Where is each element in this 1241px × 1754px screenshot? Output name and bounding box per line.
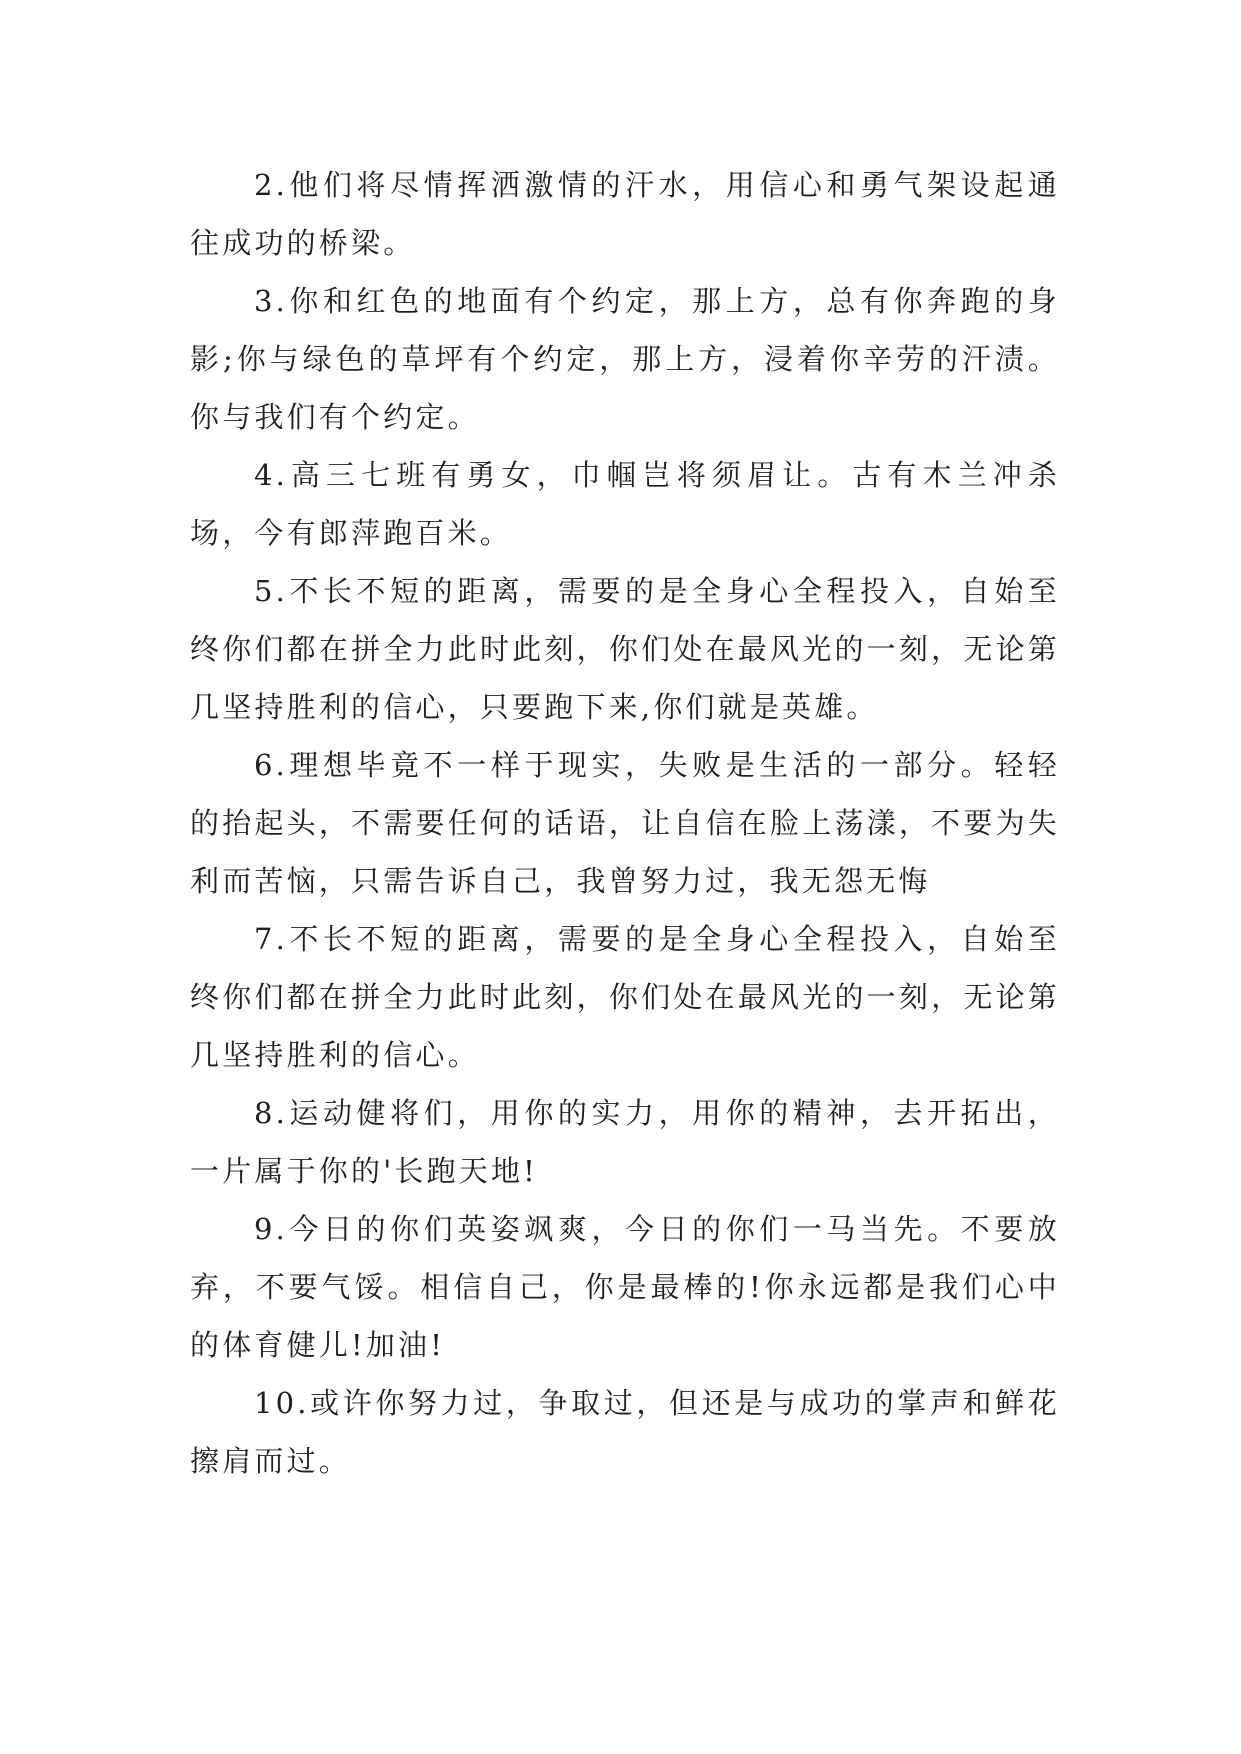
paragraph-6: 6.理想毕竟不一样于现实，失败是生活的一部分。轻轻的抬起头，不需要任何的话语，让自信在脸上荡漾，不要为失利而苦恼，只需告诉自己，我曾努力过，我无怨无悔 xyxy=(190,748,1060,898)
paragraph-7: 7.不长不短的距离，需要的是全身心全程投入，自始至终你们都在拼全力此时此刻，你们处在最风光的一刻，无论第几坚持胜利的信心。 xyxy=(190,922,1060,1072)
paragraph-5: 5.不长不短的距离，需要的是全身心全程投入，自始至终你们都在拼全力此时此刻，你们处在最风光的一刻，无论第几坚持胜利的信心，只要跑下来,你们就是英雄。 xyxy=(190,574,1060,724)
paragraph-3: 3.你和红色的地面有个约定，那上方，总有你奔跑的身影;你与绿色的草坪有个约定，那上方，浸着你辛劳的汗渍。你与我们有个约定。 xyxy=(190,284,1060,434)
paragraph-9: 9.今日的你们英姿飒爽，今日的你们一马当先。不要放弃，不要气馁。相信自己，你是最棒的!你永远都是我们心中的体育健儿!加油! xyxy=(190,1212,1060,1362)
document-body xyxy=(190,156,1060,1490)
paragraph-4: 4.高三七班有勇女，巾帼岂将须眉让。古有木兰冲杀场，今有郎萍跑百米。 xyxy=(190,458,1060,550)
paragraph-8: 8.运动健将们，用你的实力，用你的精神，去开拓出，一片属于你的'长跑天地! xyxy=(190,1096,1060,1188)
paragraph-2: 2.他们将尽情挥洒激情的汗水，用信心和勇气架设起通往成功的桥梁。 xyxy=(190,168,1060,260)
paragraph-10: 10.或许你努力过，争取过，但还是与成功的掌声和鲜花擦肩而过。 xyxy=(190,1386,1060,1478)
